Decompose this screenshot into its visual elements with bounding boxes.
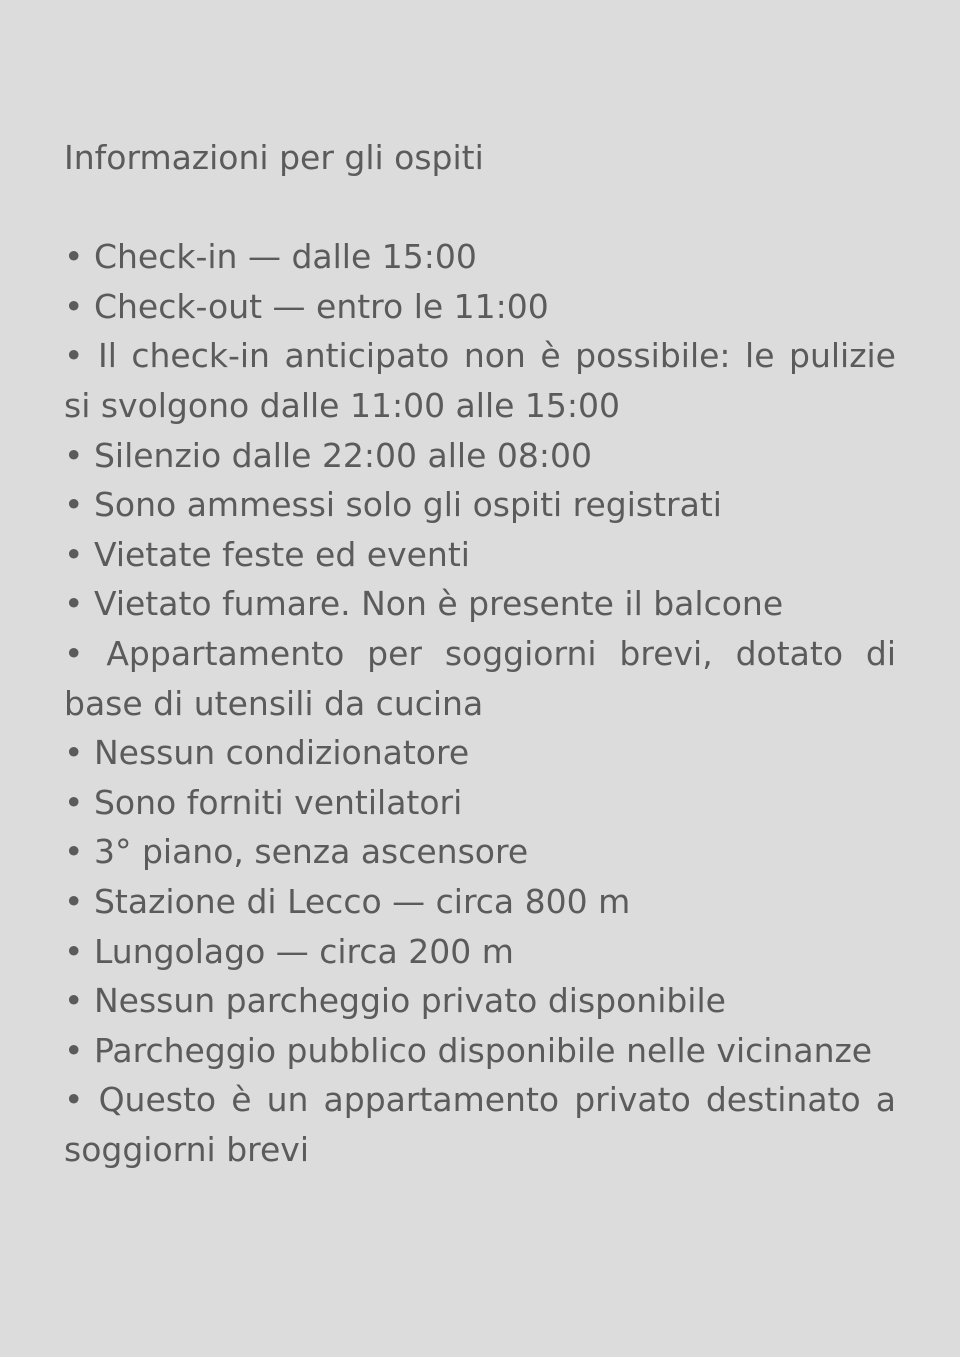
list-item (64, 827, 896, 877)
document-title: Informazioni per gli ospiti (64, 138, 484, 177)
list-item (64, 629, 896, 728)
list-item (64, 778, 896, 828)
bullet-icon: • (64, 931, 84, 971)
list-item (64, 579, 896, 629)
bullet-icon: • (64, 435, 84, 475)
list-item-text: Check-in — dalle 15:00 (93, 237, 477, 277)
bullet-icon: • (64, 286, 84, 326)
bullet-icon: • (64, 832, 84, 872)
bullet-icon: • (64, 782, 84, 822)
list-item-text: Nessun parcheggio privato disponibile (93, 981, 726, 1021)
list-item-text: Stazione di Lecco — circa 800 m (93, 881, 631, 921)
list-item (64, 728, 896, 778)
list-item-text: Check-out — entro le 11:00 (93, 286, 549, 326)
bullet-icon: • (64, 237, 84, 277)
list-item-text: Vietato fumare. Non è presente il balcone (93, 584, 784, 624)
list-item (64, 480, 896, 530)
list-item (64, 431, 896, 481)
bullet-icon: • (64, 981, 84, 1021)
list-item (64, 877, 896, 927)
title-spacer (64, 183, 896, 233)
bullet-icon: • (64, 881, 84, 921)
bullet-icon: • (64, 633, 84, 673)
bullet-icon: • (64, 1080, 84, 1120)
bullet-icon: • (64, 584, 84, 624)
list-item-text: Appartamento per soggiorni brevi, dotato di base di utensili da cucina (64, 633, 896, 723)
bullet-icon: • (64, 485, 84, 525)
list-item-text: Questo è un appartamento privato destinato a soggiorni brevi (64, 1080, 896, 1169)
list-item (64, 1075, 896, 1174)
rules-list (64, 232, 896, 1174)
list-item-text: Parcheggio pubblico disponibile nelle vicinanze (93, 1030, 873, 1070)
bullet-icon: • (64, 1030, 84, 1070)
list-item-text: Sono forniti ventilatori (93, 782, 463, 822)
list-item (64, 282, 896, 332)
list-item-text: Sono ammessi solo gli ospiti registrati (93, 485, 722, 525)
bullet-icon: • (64, 733, 84, 773)
list-item-text: Silenzio dalle 22:00 alle 08:00 (93, 435, 592, 475)
bullet-icon: • (64, 534, 84, 574)
list-item-text: Il check-in anticipato non è possibile: le pulizie si svolgono dalle 11:00 alle 15:00 (64, 336, 896, 425)
list-item-text: Lungolago — circa 200 m (93, 931, 514, 971)
list-item (64, 530, 896, 580)
list-item (64, 927, 896, 977)
list-item (64, 331, 896, 430)
list-item (64, 976, 896, 1026)
list-item-text: 3° piano, senza ascensore (93, 832, 529, 872)
bullet-icon: • (64, 336, 84, 376)
list-item (64, 232, 896, 282)
list-item (64, 1026, 896, 1076)
guest-info-document (64, 133, 896, 1174)
list-item-text: Vietate feste ed eventi (93, 534, 470, 574)
list-item-text: Nessun condizionatore (93, 733, 470, 773)
